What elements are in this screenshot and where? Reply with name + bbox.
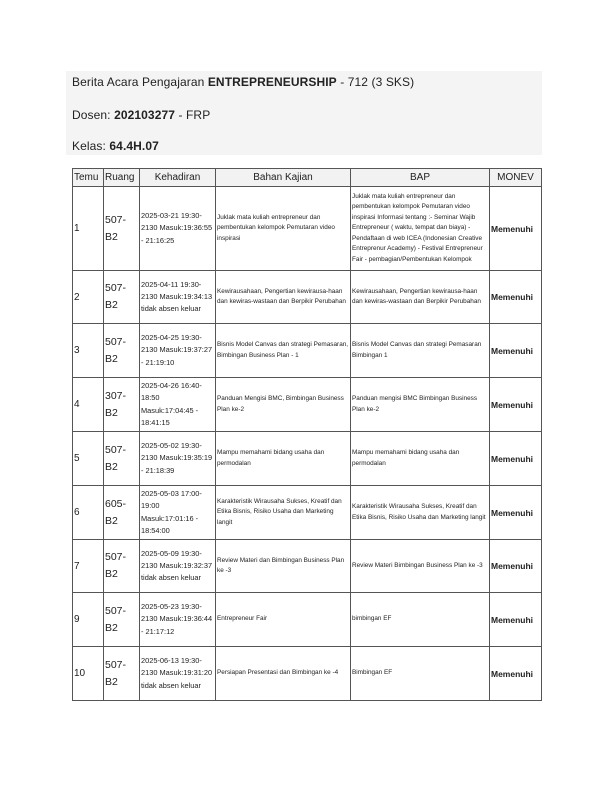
cell-bahan-kajian: Panduan Mengisi BMC, Bimbingan Business Plan ke-2 xyxy=(216,378,351,432)
table-row xyxy=(73,271,542,324)
lecturer-suffix: - FRP xyxy=(175,108,211,122)
table-row xyxy=(73,486,542,540)
cell-monev: Memenuhi xyxy=(490,486,542,540)
table-row xyxy=(73,593,542,647)
cell-bahan-kajian: Mampu memahami bidang usaha dan permodalan xyxy=(216,432,351,486)
column-header-bap: BAP xyxy=(351,169,490,187)
cell-temu: 1 xyxy=(73,187,104,271)
title-prefix: Berita Acara Pengajaran xyxy=(72,75,208,89)
table-row xyxy=(73,540,542,593)
course-name: ENTREPRENEURSHIP xyxy=(207,75,337,89)
cell-ruang: 507-B2 xyxy=(104,647,140,701)
cell-ruang: 605-B2 xyxy=(104,486,140,540)
cell-monev: Memenuhi xyxy=(490,540,542,593)
table-row xyxy=(73,432,542,486)
class-value: 64.4H.07 xyxy=(109,139,159,153)
attendance-table xyxy=(72,168,542,701)
cell-kehadiran: 2025-04-11 19:30-2130 Masuk:19:34:13 tidak absen keluar xyxy=(140,271,216,324)
cell-kehadiran: 2025-04-26 16:40-18:50 Masuk:17:04:45 - 18:41:15 xyxy=(140,378,216,432)
cell-kehadiran: 2025-05-02 19:30-2130 Masuk:19:35:19 - 21:18:39 xyxy=(140,432,216,486)
cell-monev: Memenuhi xyxy=(490,593,542,647)
cell-kehadiran: 2025-03-21 19:30-2130 Masuk:19:36:55 - 21:16:25 xyxy=(140,187,216,271)
cell-kehadiran: 2025-05-23 19:30-2130 Masuk:19:36:44 - 21:17:12 xyxy=(140,593,216,647)
cell-ruang: 507-B2 xyxy=(104,540,140,593)
cell-temu: 3 xyxy=(73,324,104,378)
cell-bap: Bimbingan EF xyxy=(351,647,490,701)
cell-monev: Memenuhi xyxy=(490,271,542,324)
table-row xyxy=(73,647,542,701)
cell-kehadiran: 2025-06-13 19:30-2130 Masuk:19:31:20 tidak absen keluar xyxy=(140,647,216,701)
course-suffix: - 712 (3 SKS) xyxy=(336,75,415,89)
cell-temu: 6 xyxy=(73,486,104,540)
cell-bap: Bisnis Model Canvas dan strategi Pemasaran Bimbingan 1 xyxy=(351,324,490,378)
lecturer-id: 202103277 xyxy=(114,108,176,122)
lecturer-line xyxy=(72,108,210,122)
column-header-monev: MONEV xyxy=(490,169,542,187)
cell-bap xyxy=(351,187,490,271)
cell-temu: 9 xyxy=(73,593,104,647)
cell-ruang: 507-B2 xyxy=(104,324,140,378)
table-header-row xyxy=(73,169,542,187)
cell-bahan-kajian: Juklak mata kuliah entrepreneur dan pembentukan kelompok Pemutaran video inspirasi xyxy=(216,187,351,271)
cell-bap: Kewirausahaan, Pengertian kewirausa-haan dan kewiras-wastaan dan Berpikir Perubahan xyxy=(351,271,490,324)
cell-bahan-kajian: Entrepreneur Fair xyxy=(216,593,351,647)
cell-temu: 10 xyxy=(73,647,104,701)
cell-bahan-kajian: Persiapan Presentasi dan Bimbingan ke -4 xyxy=(216,647,351,701)
cell-monev: Memenuhi xyxy=(490,378,542,432)
table-row xyxy=(73,187,542,271)
cell-ruang: 507-B2 xyxy=(104,432,140,486)
column-header-kehadiran: Kehadiran xyxy=(140,169,216,187)
cell-bap: Mampu memahami bidang usaha dan permodalan xyxy=(351,432,490,486)
cell-bahan-kajian: Review Materi dan Bimbingan Business Plan ke -3 xyxy=(216,540,351,593)
column-header-bahan-kajian: Bahan Kajian xyxy=(216,169,351,187)
cell-kehadiran: 2025-05-09 19:30-2130 Masuk:19:32:37 tidak absen keluar xyxy=(140,540,216,593)
cell-bap: Review Materi Bimbingan Business Plan ke -3 xyxy=(351,540,490,593)
cell-bap: Karakteristik Wirausaha Sukses, Kreatif dan Etika Bisnis, Risiko Usaha dan Marketing langit xyxy=(351,486,490,540)
cell-temu: 4 xyxy=(73,378,104,432)
cell-bahan-kajian: Kewirausahaan, Pengertian kewirausa-haan dan kewiras-wastaan dan Berpikir Perubahan xyxy=(216,271,351,324)
column-header-ruang: Ruang xyxy=(104,169,140,187)
cell-bahan-kajian: Bisnis Model Canvas dan strategi Pemasaran, Bimbingan Business Plan - 1 xyxy=(216,324,351,378)
cell-ruang: 507-B2 xyxy=(104,271,140,324)
class-line xyxy=(72,139,159,153)
column-header-temu: Temu xyxy=(73,169,104,187)
cell-bahan-kajian: Karakteristik Wirausaha Sukses, Kreatif dan Etika Bisnis, Risiko Usaha dan Marketing langit xyxy=(216,486,351,540)
cell-temu: 5 xyxy=(73,432,104,486)
cell-ruang: 507-B2 xyxy=(104,187,140,271)
cell-monev: Memenuhi xyxy=(490,324,542,378)
cell-temu: 2 xyxy=(73,271,104,324)
cell-bap-text: Juklak mata kuliah entrepreneur dan pembentukan kelompok Pemutaran video inspirasi Informasi tentang :- Seminar Wajib Entrepreneur ( waktu, tempat dan biaya) - Pendaftaan di web ICEA (Indonesian Creative Entreprenur Academy) - Festival Entrepreneur Fair - pembagian/Pembentukan Kelompok xyxy=(352,193,483,263)
lecturer-label: Dosen: xyxy=(72,108,115,122)
document-title xyxy=(72,75,414,89)
cell-monev: Memenuhi xyxy=(490,187,542,271)
table-row xyxy=(73,324,542,378)
cell-bap: Panduan mengisi BMC Bimbingan Business Plan ke-2 xyxy=(351,378,490,432)
table-row xyxy=(73,378,542,432)
cell-ruang: 507-B2 xyxy=(104,593,140,647)
cell-kehadiran: 2025-04-25 19:30-2130 Masuk:19:37:27 - 21:19:10 xyxy=(140,324,216,378)
cell-monev: Memenuhi xyxy=(490,647,542,701)
cell-bap: bimbingan EF xyxy=(351,593,490,647)
cell-ruang: 307-B2 xyxy=(104,378,140,432)
cell-temu: 7 xyxy=(73,540,104,593)
class-label: Kelas: xyxy=(72,139,110,153)
cell-kehadiran: 2025-05-03 17:00-19:00 Masuk:17:01:16 - 18:54:00 xyxy=(140,486,216,540)
cell-monev: Memenuhi xyxy=(490,432,542,486)
